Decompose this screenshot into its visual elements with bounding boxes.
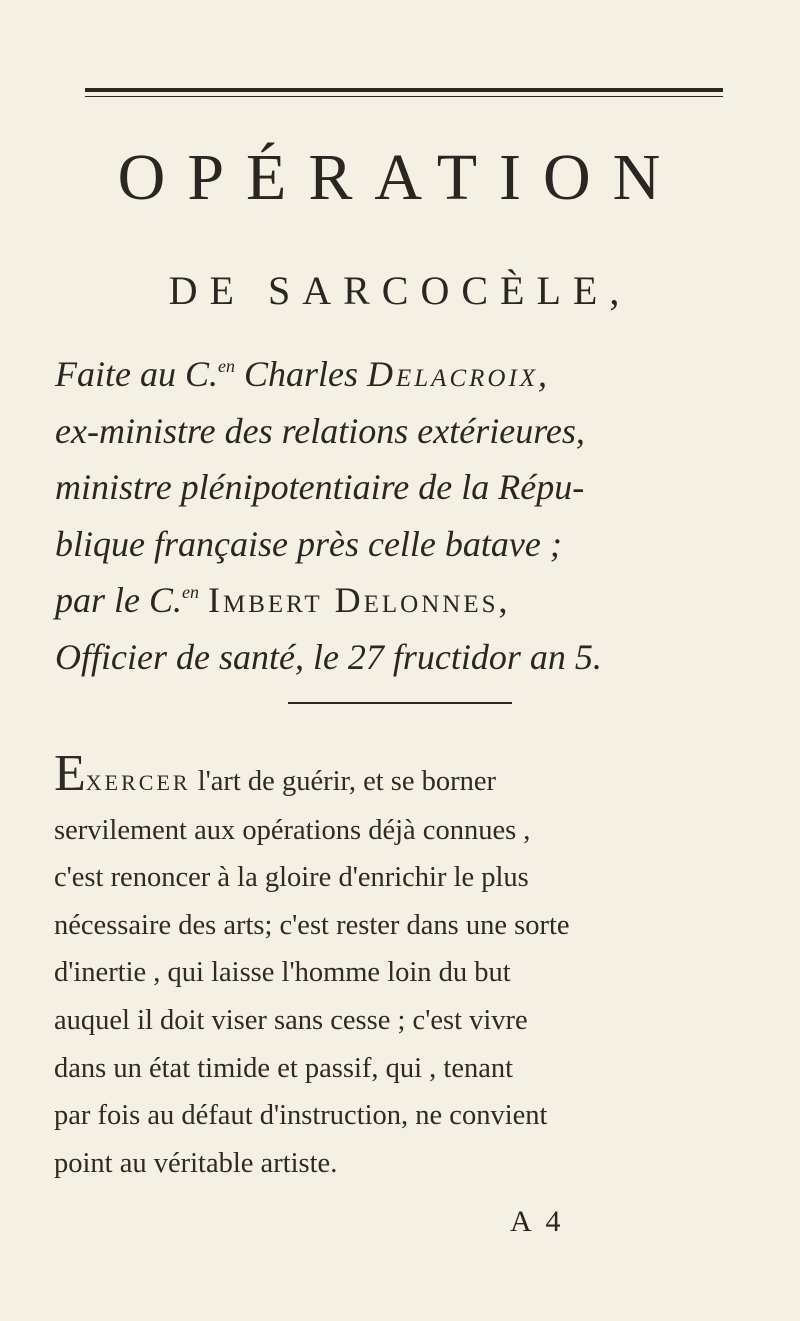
patient-name: Delacroix — [367, 354, 539, 394]
body-line-5: d'inertie , qui laisse l'homme loin du but — [54, 957, 511, 989]
body-line-6: auquel il doit viser sans cesse ; c'est vivre — [54, 1004, 528, 1036]
body-line-7: dans un état timide et passif, qui , tenant — [54, 1052, 514, 1084]
drop-cap: E — [54, 745, 86, 802]
byline-line-5: par le C.$^{en}$ Imbert Delonnes, — [55, 580, 511, 620]
page-title: OPÉRATION — [117, 141, 683, 214]
body-line-8: par fois au défaut d'instruction, ne convient — [54, 1100, 548, 1132]
author-name: Imbert Delonnes, — [208, 580, 511, 620]
body-line-4: nécessaire des arts; c'est rester dans une sorte — [54, 909, 570, 941]
body-line-3: c'est renoncer à la gloire d'enrichir le plus — [54, 862, 529, 894]
byline — [55, 346, 745, 685]
section-divider — [288, 702, 512, 704]
body-line-2: servilement aux opérations déjà connues , — [54, 814, 531, 846]
byline-line-1: Faite au C.$^{en}$ Charles Delacroix, — [55, 354, 548, 394]
byline-line-4: blique française près celle batave ; — [55, 523, 562, 564]
page-subtitle: DE SARCOCÈLE, — [168, 268, 632, 313]
signature-mark: A 4 — [510, 1205, 565, 1238]
byline-line-3: ministre plénipotentiaire de la Répu- — [55, 467, 585, 507]
body-line-9: point au véritable artiste. — [54, 1147, 338, 1179]
top-rule-thick — [85, 88, 723, 92]
body-line-1: EXERCER l'art de guérir, et se borner — [54, 745, 497, 802]
top-rule-thin — [85, 96, 723, 97]
byline-line-6: Officier de santé, le 27 fructidor an 5. — [55, 636, 602, 677]
byline-line-2: ex-ministre des relations extérieures, — [55, 410, 585, 451]
body-paragraph — [54, 745, 750, 1187]
